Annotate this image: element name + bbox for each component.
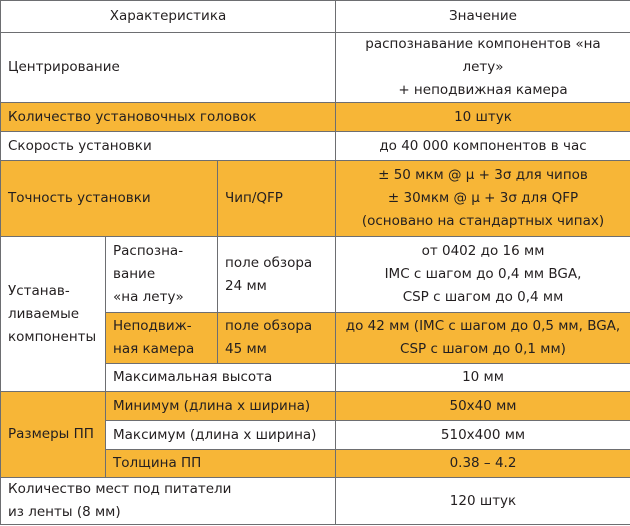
accuracy-value-line2: ± 30мкм @ μ + 3σ для QFP — [387, 190, 579, 206]
heads-value: 10 штук — [336, 103, 630, 132]
on-fly-fov-line1: поле обзора — [225, 254, 313, 271]
on-fly-value-line1: от 0402 до 16 мм — [421, 243, 545, 259]
components-label-line3: компоненты — [8, 328, 97, 345]
accuracy-sublabel: Чип/QFP — [218, 161, 336, 237]
accuracy-value-line3: (основано на стандартных чипах) — [361, 213, 605, 229]
speed-value: до 40 000 компонентов в час — [336, 132, 630, 161]
pcb-label: Размеры ПП — [1, 392, 106, 478]
centering-value-line2: + неподвижная камера — [398, 82, 568, 98]
pcb-thickness-label: Толщина ПП — [106, 450, 336, 478]
max-height-value: 10 мм — [336, 364, 630, 392]
fixed-camera-label — [106, 313, 218, 364]
header-row — [1, 1, 630, 33]
speed-label: Скорость установки — [1, 132, 336, 161]
pcb-min-value: 50x40 мм — [336, 392, 630, 421]
pcb-max-value: 510x400 мм — [336, 421, 630, 450]
table-row-accuracy — [1, 161, 630, 237]
on-fly-value — [336, 237, 630, 313]
max-height-label: Максимальная высота — [106, 364, 336, 392]
table-row-on-fly — [1, 237, 630, 313]
table-row-speed — [1, 132, 630, 161]
on-fly-label-line1: Распозна- — [113, 243, 184, 259]
table-row-feeders — [1, 478, 630, 525]
pcb-thickness-value: 0.38 – 4.2 — [336, 450, 630, 478]
components-label-line2: ливаемые — [8, 305, 80, 322]
feeders-value: 120 штук — [336, 478, 630, 525]
on-fly-fov — [218, 237, 336, 313]
accuracy-label: Точность установки — [1, 161, 218, 237]
centering-value-line1: распознавание компонентов «на лету» — [365, 36, 601, 75]
table-row-heads — [1, 103, 630, 132]
centering-value — [336, 33, 630, 103]
fixed-camera-fov-line2: 45 мм — [225, 341, 267, 357]
fixed-camera-value-line2: CSP с шагом до 0,1 мм) — [400, 341, 566, 357]
components-label — [1, 237, 106, 392]
table-row-pcb-min — [1, 392, 630, 421]
pcb-min-label: Минимум (длина x ширина) — [106, 392, 336, 421]
feeders-label-line2: из ленты (8 мм) — [8, 504, 121, 520]
fixed-camera-label-line2: ная камера — [113, 341, 195, 357]
on-fly-label-line2: вание — [113, 266, 156, 282]
accuracy-value-line1: ± 50 мкм @ μ + 3σ для чипов — [378, 167, 588, 183]
table-row-centering — [1, 33, 630, 103]
fixed-camera-value — [336, 313, 630, 364]
header-value: Значение — [336, 1, 630, 33]
heads-label: Количество установочных головок — [1, 103, 336, 132]
feeders-label — [1, 478, 336, 525]
fixed-camera-fov-line1: поле обзора — [225, 318, 313, 334]
fixed-camera-label-line1: Неподвиж- — [113, 318, 192, 334]
on-fly-value-line2: IMC с шагом до 0,4 мм BGA, — [384, 266, 582, 282]
pcb-max-label: Максимум (длина x ширина) — [106, 421, 336, 450]
accuracy-value — [336, 161, 630, 237]
on-fly-value-line3: CSP с шагом до 0,4 мм — [402, 289, 564, 305]
components-label-line1: Устанав- — [8, 282, 70, 299]
fixed-camera-value-line1: до 42 мм (IMC с шагом до 0,5 мм, BGA, — [345, 318, 621, 334]
on-fly-label-line3: «на лету» — [113, 289, 184, 305]
centering-label: Центрирование — [1, 33, 336, 103]
feeders-label-line1: Количество мест под питатели — [8, 481, 232, 497]
header-characteristic: Характеристика — [1, 1, 336, 33]
on-fly-label — [106, 237, 218, 313]
on-fly-fov-line2: 24 мм — [225, 277, 267, 294]
fixed-camera-fov — [218, 313, 336, 364]
